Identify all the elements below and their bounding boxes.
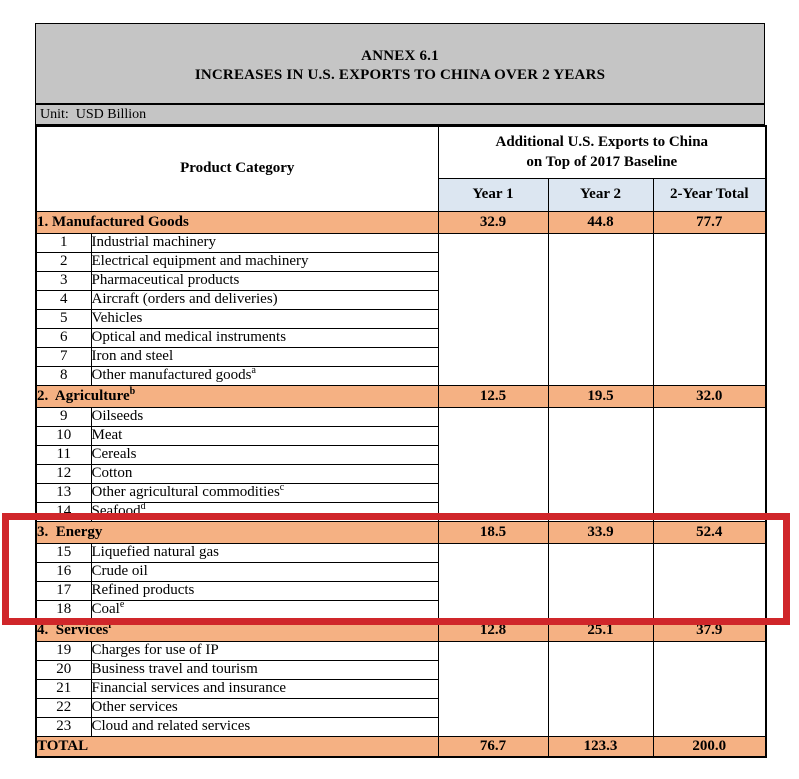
total-row bbox=[36, 736, 766, 757]
item-label: Oilseeds bbox=[91, 407, 438, 426]
group-header bbox=[438, 126, 766, 178]
item-label: Cotton bbox=[91, 464, 438, 483]
table-row bbox=[36, 543, 766, 562]
item-number: 17 bbox=[36, 581, 91, 600]
exports-table bbox=[35, 125, 767, 758]
section-label: 3. Energy bbox=[36, 521, 438, 543]
item-label: Coal$^e$ bbox=[91, 600, 438, 619]
item-number: 9 bbox=[36, 407, 91, 426]
total-value-year1: 76.7 bbox=[438, 736, 548, 757]
item-label: Vehicles bbox=[91, 309, 438, 328]
section-row-energy bbox=[36, 521, 766, 543]
item-label: Other services bbox=[91, 698, 438, 717]
total-value-year2: 123.3 bbox=[548, 736, 653, 757]
section-value-total: 77.7 bbox=[653, 211, 766, 233]
item-number: 6 bbox=[36, 328, 91, 347]
total-value-total: 200.0 bbox=[653, 736, 766, 757]
item-number: 14 bbox=[36, 502, 91, 521]
item-number: 15 bbox=[36, 543, 91, 562]
item-number: 1 bbox=[36, 233, 91, 252]
item-label: Refined products bbox=[91, 581, 438, 600]
item-label: Cereals bbox=[91, 445, 438, 464]
column-header-year1: Year 1 bbox=[438, 178, 548, 211]
empty-cell-year1 bbox=[438, 407, 548, 521]
document-title-block bbox=[35, 23, 765, 104]
item-number: 3 bbox=[36, 271, 91, 290]
section-row-agriculture bbox=[36, 385, 766, 407]
item-number: 20 bbox=[36, 660, 91, 679]
section-value-year2: 33.9 bbox=[548, 521, 653, 543]
header-row-group bbox=[36, 126, 766, 178]
table-row bbox=[36, 407, 766, 426]
footnote-marker: b bbox=[129, 385, 136, 397]
item-number: 4 bbox=[36, 290, 91, 309]
item-number: 22 bbox=[36, 698, 91, 717]
section-value-year2: 44.8 bbox=[548, 211, 653, 233]
section-value-year1: 18.5 bbox=[438, 521, 548, 543]
empty-cell-total bbox=[653, 641, 766, 736]
empty-cell-total bbox=[653, 233, 766, 385]
section-value-total: 52.4 bbox=[653, 521, 766, 543]
section-value-year2: 19.5 bbox=[548, 385, 653, 407]
item-label: Business travel and tourism bbox=[91, 660, 438, 679]
item-number: 7 bbox=[36, 347, 91, 366]
group-header-line1: Additional U.S. Exports to China bbox=[495, 134, 709, 151]
section-value-year1: 32.9 bbox=[438, 211, 548, 233]
unit-label: Unit: USD Billion bbox=[35, 104, 765, 125]
item-number: 18 bbox=[36, 600, 91, 619]
section-value-total: 37.9 bbox=[653, 619, 766, 641]
item-number: 8 bbox=[36, 366, 91, 385]
item-label: Charges for use of IP bbox=[91, 641, 438, 660]
item-label: Other agricultural commodities$^c$ bbox=[91, 483, 438, 502]
item-number: 10 bbox=[36, 426, 91, 445]
table-row bbox=[36, 233, 766, 252]
empty-cell-year2 bbox=[548, 407, 653, 521]
empty-cell-year1 bbox=[438, 543, 548, 619]
item-label: Pharmaceutical products bbox=[91, 271, 438, 290]
item-label: Optical and medical instruments bbox=[91, 328, 438, 347]
section-value-total: 32.0 bbox=[653, 385, 766, 407]
document-title: INCREASES IN U.S. EXPORTS TO CHINA OVER 2 YEARS bbox=[194, 67, 606, 83]
empty-cell-year1 bbox=[438, 641, 548, 736]
item-label: Crude oil bbox=[91, 562, 438, 581]
item-label: Meat bbox=[91, 426, 438, 445]
item-label: Financial services and insurance bbox=[91, 679, 438, 698]
section-value-year2: 25.1 bbox=[548, 619, 653, 641]
section-value-year1: 12.8 bbox=[438, 619, 548, 641]
item-number: 11 bbox=[36, 445, 91, 464]
section-label: 4. Services$^f$ bbox=[36, 619, 438, 641]
footnote-marker: f bbox=[108, 619, 112, 631]
item-label: Electrical equipment and machinery bbox=[91, 252, 438, 271]
item-label: Seafood$^d$ bbox=[91, 502, 438, 521]
annex-number: ANNEX 6.1 bbox=[361, 48, 439, 64]
empty-cell-total bbox=[653, 407, 766, 521]
section-row-manufactured-goods bbox=[36, 211, 766, 233]
empty-cell-year2 bbox=[548, 543, 653, 619]
empty-cell-total bbox=[653, 543, 766, 619]
item-number: 2 bbox=[36, 252, 91, 271]
item-label: Other manufactured goods$^a$ bbox=[91, 366, 438, 385]
item-number: 12 bbox=[36, 464, 91, 483]
empty-cell-year2 bbox=[548, 233, 653, 385]
empty-cell-year1 bbox=[438, 233, 548, 385]
item-number: 23 bbox=[36, 717, 91, 736]
table-row bbox=[36, 641, 766, 660]
section-label: 2. Agriculture$^b$ bbox=[36, 385, 438, 407]
item-number: 21 bbox=[36, 679, 91, 698]
column-header-2year-total: 2-Year Total bbox=[653, 178, 766, 211]
group-header-line2: on Top of 2017 Baseline bbox=[526, 154, 678, 171]
item-label: Liquefied natural gas bbox=[91, 543, 438, 562]
item-number: 13 bbox=[36, 483, 91, 502]
item-label: Aircraft (orders and deliveries) bbox=[91, 290, 438, 309]
column-header-year2: Year 2 bbox=[548, 178, 653, 211]
item-label: Cloud and related services bbox=[91, 717, 438, 736]
section-value-year1: 12.5 bbox=[438, 385, 548, 407]
section-row-services bbox=[36, 619, 766, 641]
total-label: TOTAL bbox=[36, 736, 438, 757]
item-label: Iron and steel bbox=[91, 347, 438, 366]
empty-cell-year2 bbox=[548, 641, 653, 736]
item-number: 16 bbox=[36, 562, 91, 581]
product-category-header: Product Category bbox=[36, 126, 438, 211]
item-label: Industrial machinery bbox=[91, 233, 438, 252]
section-label: 1. Manufactured Goods bbox=[36, 211, 438, 233]
item-number: 5 bbox=[36, 309, 91, 328]
item-number: 19 bbox=[36, 641, 91, 660]
